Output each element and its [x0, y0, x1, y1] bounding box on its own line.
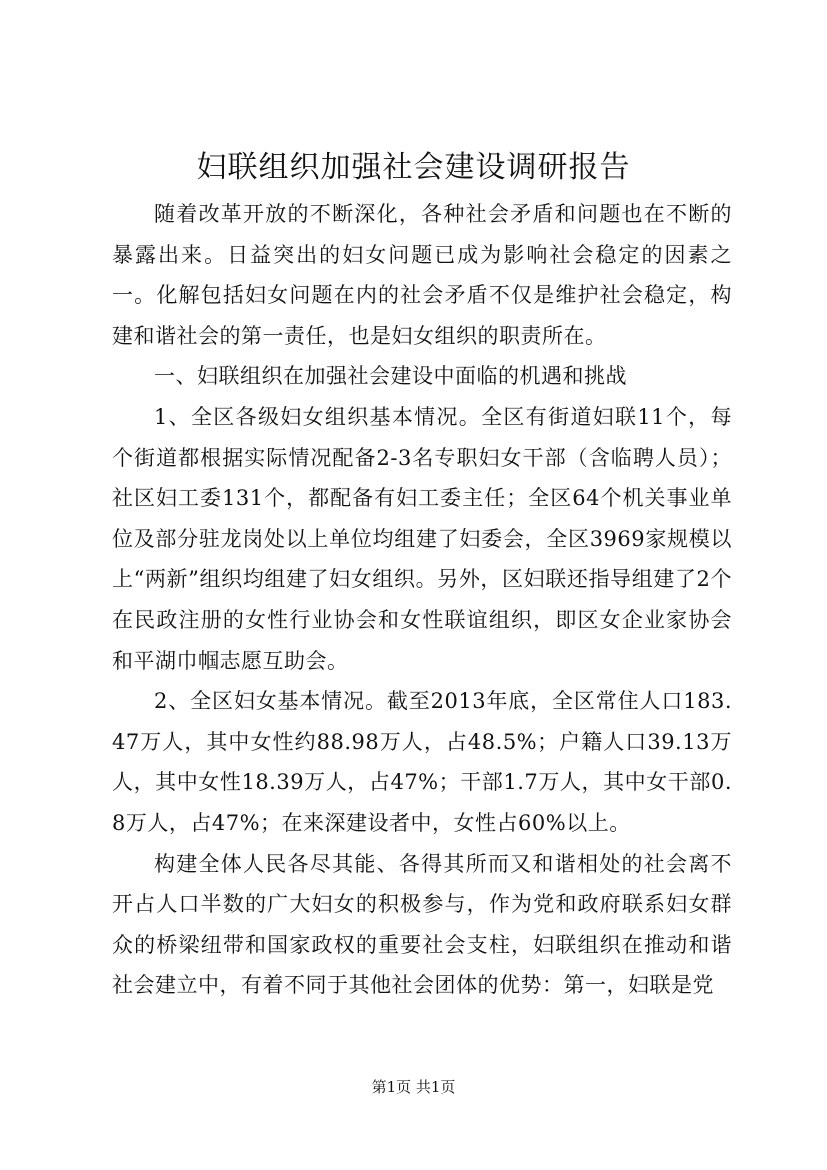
- document-title: 妇联组织加强社会建设调研报告: [196, 150, 631, 185]
- paragraph-harmonious-society: 构建全体人民各尽其能、各得其所而又和谐相处的社会离不开占人口半数的广大妇女的积极参与，作为党和政府联系妇女群众的桥梁纽带和国家政权的重要社会支柱，妇联组织在推动和谐社会建立中，有着不同于其他社会团体的优势：第一，妇联是党: [112, 851, 732, 998]
- paragraph-women-statistics: 2、全区妇女基本情况。截至2013年底，全区常住人口183.47万人，其中女性约88.98万人，占48.5%；户籍人口39.13万人，其中女性18.39万人，占47%；干部1.7万人，其中女干部0.8万人，占47%；在来深建设者中，女性占60%以上。: [112, 689, 732, 835]
- section-heading-1: 一、妇联组织在加强社会建设中面临的机遇和挑战: [154, 364, 627, 389]
- page-footer: 第1页 共1页: [371, 1078, 456, 1096]
- paragraph-organizations: 1、全区各级妇女组织基本情况。全区有街道妇联11个，每个街道都根据实际情况配备2-3名专职妇女干部（含临聘人员）；社区妇工委131个，都配备有妇工委主任；全区64个机关事业单位及部分驻龙岗处以上单位均组建了妇委会，全区3969家规模以上“两新”组织均组建了妇女组织。另外，区妇联还指导组建了2个在民政注册的女性行业协会和女性联谊组织，即区女企业家协会和平湖巾帼志愿互助会。: [112, 404, 732, 673]
- paragraph-intro: 随着改革开放的不断深化，各种社会矛盾和问题也在不断的暴露出来。日益突出的妇女问题已成为影响社会稳定的因素之一。化解包括妇女问题在内的社会矛盾不仅是维护社会稳定，构建和谐社会的第一责任，也是妇女组织的职责所在。: [112, 202, 732, 348]
- document-body: [112, 194, 732, 1006]
